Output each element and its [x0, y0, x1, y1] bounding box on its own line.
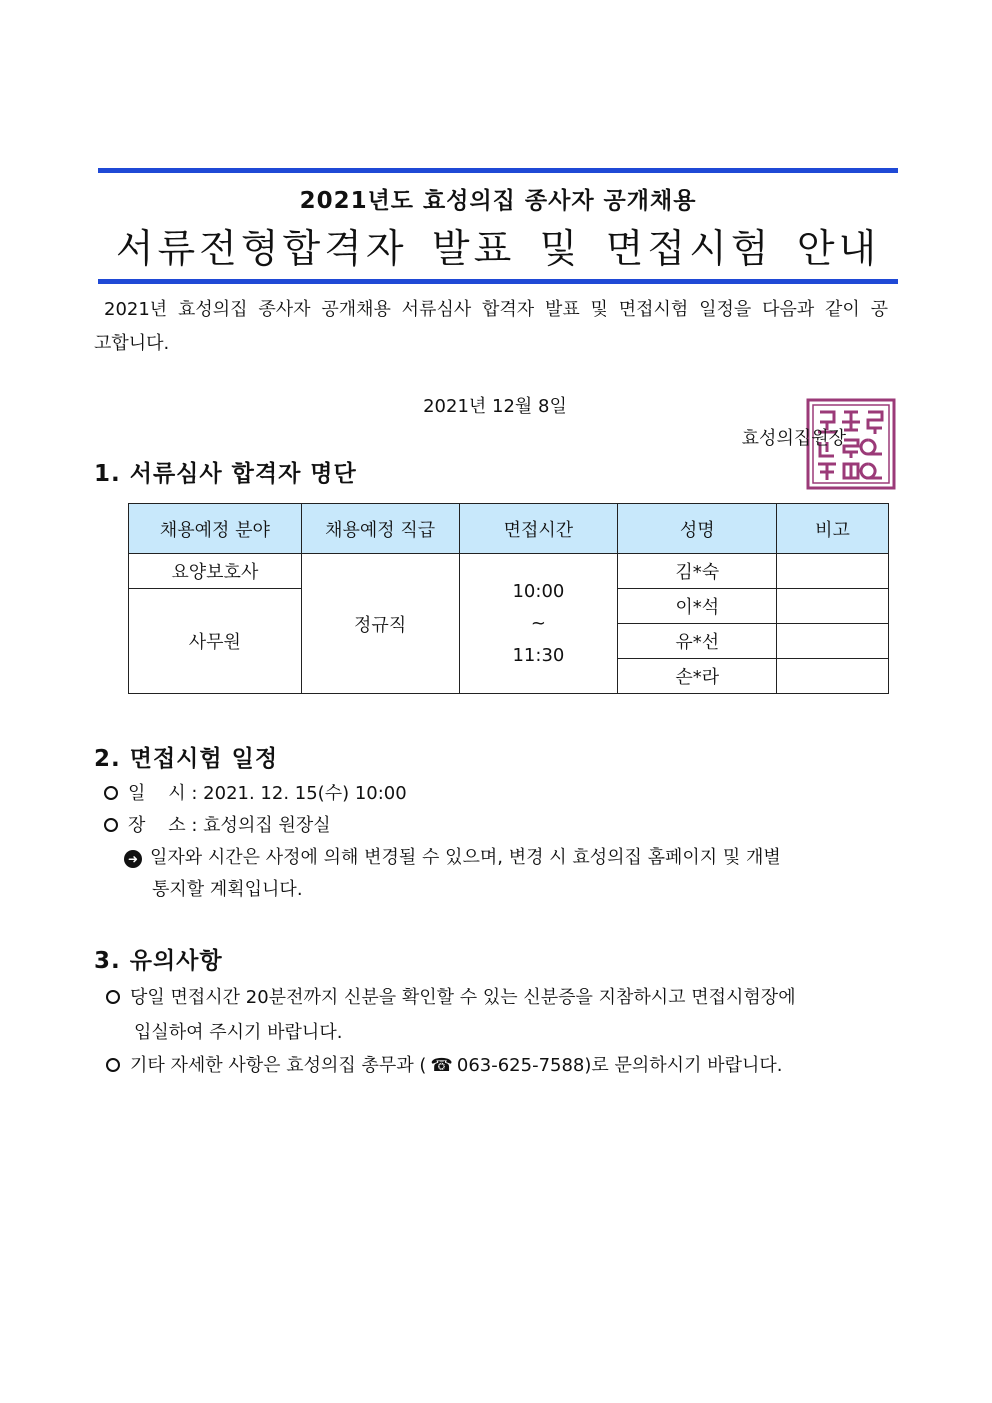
- doc-subtitle: 2021년도 효성의집 종사자 공개채용: [299, 188, 697, 214]
- remarks-cell: [777, 624, 889, 659]
- phone-number: 063-625-7588: [456, 1055, 585, 1076]
- top-rule: [98, 168, 898, 173]
- section-heading-roster: 1. 서류심사 합격자 명단: [94, 461, 357, 487]
- remarks-cell: [777, 589, 889, 624]
- circle-bullet-icon: [106, 1058, 120, 1072]
- notes-item-2a: 기타 자세한 사항은 효성의집 총무과 (: [130, 1055, 427, 1076]
- table-header-row: [129, 504, 889, 554]
- field-cell: 요양보호사: [129, 554, 302, 589]
- schedule-datetime: 일 시 : 2021. 12. 15(수) 10:00: [128, 783, 407, 804]
- roster-table: [128, 503, 889, 694]
- name-cell: 유*선: [618, 624, 777, 659]
- schedule-note-2: 통지할 계획입니다.: [152, 879, 303, 900]
- bottom-rule: [98, 279, 898, 284]
- table-row: [129, 554, 889, 589]
- field-cell: 사무원: [129, 589, 302, 694]
- remarks-cell: [777, 659, 889, 694]
- column-header: 성명: [618, 504, 777, 554]
- remarks-cell: [777, 554, 889, 589]
- section-heading-notes: 3. 유의사항: [94, 948, 223, 974]
- time-end: 11:30: [512, 644, 565, 666]
- section-heading-schedule: 2. 면접시험 일정: [94, 746, 279, 772]
- phone-icon: ☎: [430, 1055, 453, 1076]
- issuer-name: 효성의집원장: [741, 428, 846, 449]
- circle-bullet-icon: [104, 818, 118, 832]
- circle-bullet-icon: [104, 786, 118, 800]
- name-cell: 김*숙: [618, 554, 777, 589]
- notes-item-1b: 입실하여 주시기 바랍니다.: [134, 1022, 343, 1043]
- doc-title: 서류전형합격자 발표 및 면접시험 안내: [115, 227, 881, 272]
- notes-item-1a: 당일 면접시간 20분전까지 신분을 확인할 수 있는 신분증을 지참하시고 면접시험장에: [130, 987, 796, 1008]
- arrow-bullet-icon: ➜: [124, 850, 142, 868]
- time-separator: ~: [530, 612, 546, 634]
- intro-paragraph: 2021년 효성의집 종사자 공개채용 서류심사 합격자 발표 및 면접시험 일정을 다음과 같이 공고합니다.: [94, 299, 888, 354]
- notes-item-2b: )로 문의하시기 바랍니다.: [584, 1055, 783, 1076]
- name-cell: 손*라: [618, 659, 777, 694]
- schedule-place: 장 소 : 효성의집 원장실: [128, 815, 331, 836]
- schedule-place-line: [104, 814, 331, 838]
- time-start: 10:00: [512, 580, 565, 602]
- schedule-note-line: [124, 846, 781, 870]
- issue-date: 2021년 12월 8일: [423, 396, 567, 417]
- notes-item-2-line: [106, 1054, 782, 1078]
- schedule-note-1: 일자와 시간은 사정에 의해 변경될 수 있으며, 변경 시 효성의집 홈페이지 및 개별: [150, 847, 781, 868]
- schedule-datetime-line: [104, 782, 407, 806]
- rank-cell: 정규직: [301, 554, 459, 694]
- column-header: 면접시간: [459, 504, 618, 554]
- circle-bullet-icon: [106, 990, 120, 1004]
- column-header: 채용예정 분야: [129, 504, 302, 554]
- interview-time-cell: [459, 554, 618, 694]
- name-cell: 이*석: [618, 589, 777, 624]
- column-header: 비고: [777, 504, 889, 554]
- notes-item-1-line: [106, 986, 796, 1010]
- column-header: 채용예정 직급: [301, 504, 459, 554]
